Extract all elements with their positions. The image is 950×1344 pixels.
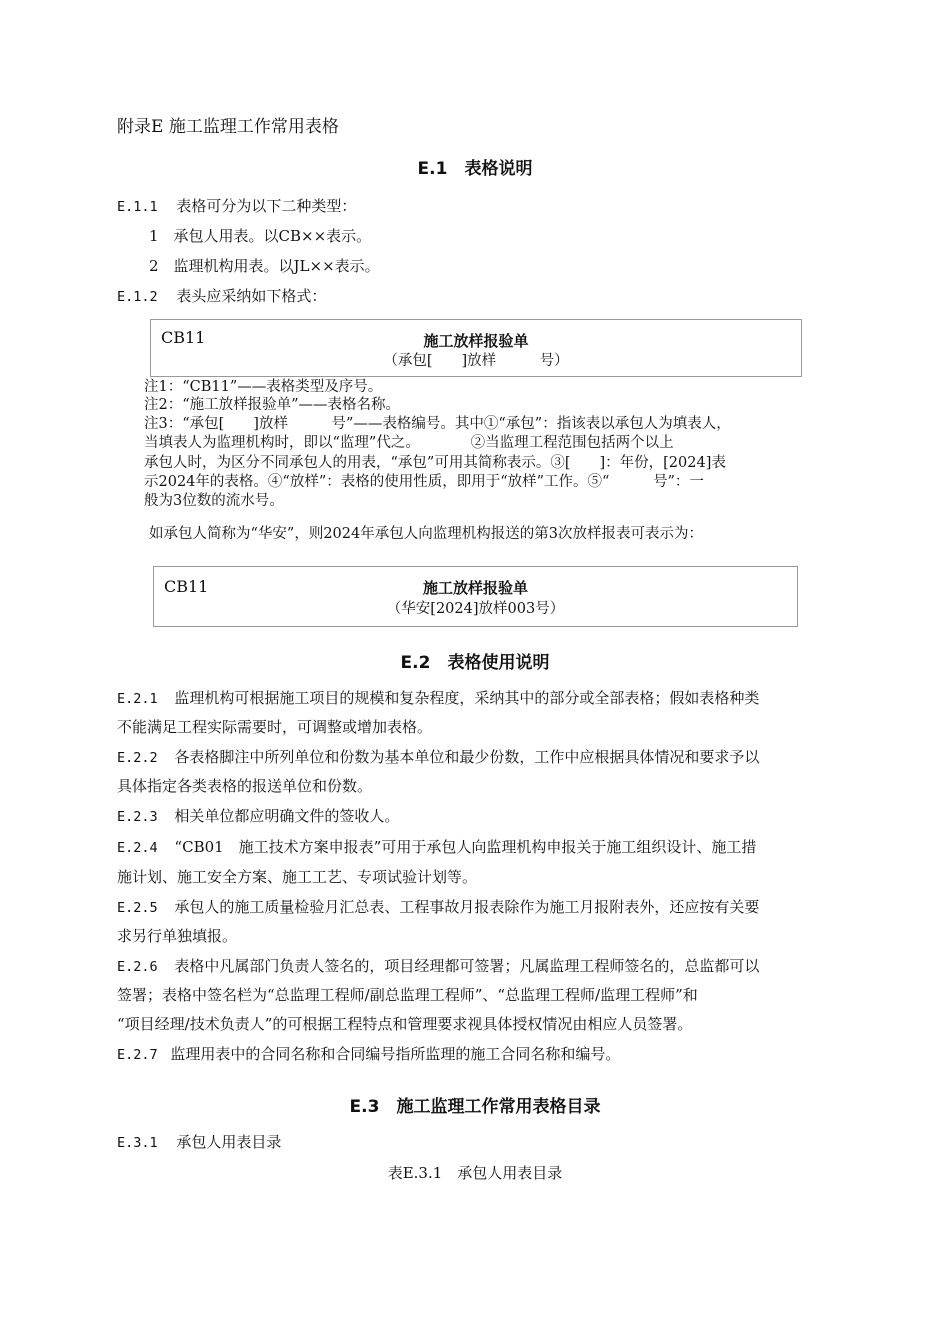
clause-line <box>117 746 759 767</box>
clause-text: “CB01 施工技术方案申报表”可用于承包人向监理机构申报关于施工组织设计、施工措 <box>174 838 757 856</box>
note-3: 注3：“承包[ ]放样 号”——表格编号。其中①“承包”：指该表以承包人为填表人， <box>144 416 731 432</box>
clause-line <box>117 896 759 917</box>
clause-text: 监理机构可根据施工项目的规模和复杂程度，采纳其中的部分或全部表格；假如表格种类 <box>174 689 760 707</box>
clause-number: E.1.1 <box>117 199 158 215</box>
clause-text: 监理用表中的合同名称和合同编号指所监理的施工合同名称和编号。 <box>170 1045 621 1063</box>
clause-number: E.3.1 <box>117 1135 158 1151</box>
clause-text: 相关单位都应明确文件的签收人。 <box>174 807 400 825</box>
header-example-box <box>153 566 798 627</box>
clause-number: E.2.1 <box>117 691 158 707</box>
clause-text: 表格可分为以下二种类型： <box>176 197 357 215</box>
clause-text: 承包人用表目录 <box>176 1133 282 1151</box>
table-title: 施工放样报验单 <box>423 332 529 350</box>
table-title: 施工放样报验单 <box>422 579 528 597</box>
clause-number: E.1.2 <box>117 289 158 305</box>
type-item-2: 2 监理机构用表。以JL××表示。 <box>149 257 380 275</box>
section-heading-e2: E.2 表格使用说明 <box>400 653 550 673</box>
clause-line <box>117 687 759 708</box>
clause-text: 表格中凡属部门负责人签名的，项目经理都可签署；凡属监理工程师签名的，总监都可以 <box>174 957 760 975</box>
clause-text: 各表格脚注中所列单位和份数为基本单位和最少份数，工作中应根据具体情况和要求予以 <box>174 748 760 766</box>
example-intro: 如承包人简称为“华安”，则2024年承包人向监理机构报送的第3次放样报表可表示为： <box>149 526 703 542</box>
clause-line <box>117 805 399 826</box>
note-3-cont: 当填表人为监理机构时，即以“监理”代之。 ②当监理工程范围包括两个以上 <box>144 435 674 451</box>
table-code: CB11 <box>164 577 209 596</box>
clause-number: E.2.7 <box>117 1047 158 1063</box>
clause-line <box>117 1043 620 1064</box>
clause-number: E.2.2 <box>117 750 158 766</box>
note-3-cont: 示2024年的表格。④“放样”：表格的使用性质，即用于“放样”工作。⑤“ 号”：一 <box>144 474 704 490</box>
note-2: 注2：“施工放样报验单”——表格名称。 <box>144 397 401 413</box>
clause-number: E.2.4 <box>117 840 158 856</box>
clause-number: E.2.5 <box>117 900 158 916</box>
section-heading-e1: E.1 表格说明 <box>417 159 533 179</box>
clause-e-1-1 <box>117 195 356 216</box>
clause-line: 具体指定各类表格的报送单位和份数。 <box>117 777 373 795</box>
table-number-example: （华安[2024]放样003号） <box>386 601 565 617</box>
table-code: CB11 <box>161 328 206 347</box>
clause-line <box>117 836 756 857</box>
clause-line <box>117 955 759 976</box>
clause-line: 签署；表格中签名栏为“总监理工程师/副总监理工程师”、“总监理工程师/监理工程师”和 <box>117 986 698 1004</box>
note-3-cont: 承包人时，为区分不同承包人的用表，“承包”可用其简称表示。③[ ]：年份，[2024]表 <box>144 455 726 471</box>
note-3-cont: 般为3位数的流水号。 <box>144 493 284 509</box>
section-heading-e3: E.3 施工监理工作常用表格目录 <box>349 1097 601 1117</box>
clause-number: E.2.3 <box>117 809 158 825</box>
header-format-box <box>150 319 802 377</box>
clause-line: 求另行单独填报。 <box>117 927 238 945</box>
appendix-title: 附录E 施工监理工作常用表格 <box>117 117 339 137</box>
table-caption: 表E.3.1 承包人用表目录 <box>387 1164 563 1182</box>
note-1: 注1：“CB11”——表格类型及序号。 <box>144 379 383 395</box>
clause-text: 表头应采纳如下格式： <box>176 287 327 305</box>
clause-line: 不能满足工程实际需要时，可调整或增加表格。 <box>117 718 433 736</box>
clause-line: “项目经理/技术负责人”的可根据工程特点和管理要求视具体授权情况由相应人员签署。 <box>117 1015 693 1033</box>
clause-e-1-2 <box>117 285 326 306</box>
clause-e-3-1 <box>117 1131 281 1152</box>
clause-text: 承包人的施工质量检验月汇总表、工程事故月报表除作为施工月报附表外，还应按有关要 <box>174 898 760 916</box>
table-number-format: （承包[ ]放样 号） <box>383 353 569 369</box>
clause-number: E.2.6 <box>117 959 158 975</box>
type-item-1: 1 承包人用表。以CB××表示。 <box>149 227 372 245</box>
clause-line: 施计划、施工安全方案、施工工艺、专项试验计划等。 <box>117 868 478 886</box>
